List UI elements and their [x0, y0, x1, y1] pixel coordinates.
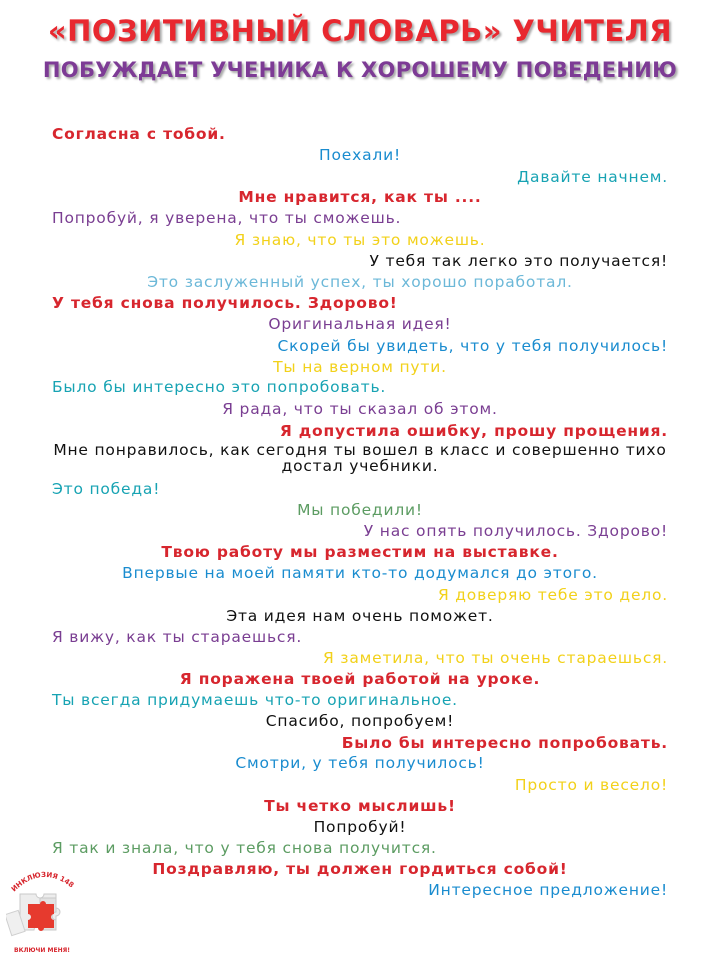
phrase-item: Мне нравится, как ты .... [238, 188, 482, 206]
phrase-item: Ты четко мыслишь! [264, 797, 456, 815]
phrase-item: Просто и весело! [514, 776, 668, 794]
puzzle-logo [6, 858, 78, 958]
phrase-item: Ты всегда придумаешь что-то оригинальное. [52, 691, 458, 709]
phrase-item: Скорей бы увидеть, что у тебя получилось! [277, 337, 668, 355]
phrase-item: У тебя так легко это получается! [369, 252, 668, 270]
phrase-item: Твою работу мы разместим на выставке. [161, 543, 559, 561]
phrase-item: Поехали! [319, 146, 401, 164]
phrase-item: Эта идея нам очень поможет. [226, 607, 494, 625]
phrase-item: Это победа! [52, 480, 161, 498]
phrase-item: У тебя снова получилось. Здорово! [52, 294, 398, 312]
phrase-item: Попробуй! [313, 818, 407, 836]
phrase-item: Это заслуженный успех, ты хорошо поработал. [147, 273, 573, 291]
phrase-item: Я поражена твоей работой на уроке. [179, 670, 541, 688]
phrase-item: Я доверяю тебе это дело. [437, 586, 668, 604]
phrase-item: Я заметила, что ты очень стараешься. [322, 649, 668, 667]
phrase-item: Я рада, что ты сказал об этом. [222, 400, 498, 418]
phrase-item: Поздравляю, ты должен гордиться собой! [152, 860, 568, 878]
phrase-item: Согласна с тобой. [52, 125, 226, 143]
phrase-item: Интересное предложение! [428, 881, 668, 899]
logo-bottom-text: ВКЛЮЧИ МЕНЯ! [14, 947, 70, 954]
phrase-item: Я вижу, как ты стараешься. [52, 628, 303, 646]
phrase-item: У нас опять получилось. Здорово! [363, 522, 668, 540]
phrase-item: Мы победили! [297, 501, 423, 519]
logo-top-text: ИНКЛЮЗИЯ 148 [9, 870, 76, 894]
phrase-item: Я допустила ошибку, прошу прощения. [279, 422, 668, 440]
phrase-item: Впервые на моей памяти кто-то додумался до этого. [122, 564, 598, 582]
phrase-item: Было бы интересно это попробовать. [52, 378, 387, 396]
phrase-item: Ты на верном пути. [273, 358, 447, 376]
phrase-item: Спасибо, попробуем! [265, 712, 455, 730]
phrase-item: Смотри, у тебя получилось! [235, 754, 485, 772]
phrase-item: Давайте начнем. [517, 168, 668, 186]
puzzle-logo-icon [6, 858, 78, 958]
phrase-item: Было бы интересно попробовать. [341, 734, 668, 752]
phrase-item: Попробуй, я уверена, что ты сможешь. [52, 209, 402, 227]
page-title: «ПОЗИТИВНЫЙ СЛОВАРЬ» УЧИТЕЛЯ [47, 14, 673, 48]
phrase-item: Оригинальная идея! [268, 315, 452, 333]
page-subtitle: ПОБУЖДАЕТ УЧЕНИКА К ХОРОШЕМУ ПОВЕДЕНИЮ [42, 58, 678, 82]
phrase-item: Я знаю, что ты это можешь. [234, 231, 486, 249]
phrase-item: Мне понравилось, как сегодня ты вошел в класс и совершенно тихо достал учебники. [53, 441, 667, 475]
phrase-item: Я так и знала, что у тебя снова получится. [52, 839, 437, 857]
